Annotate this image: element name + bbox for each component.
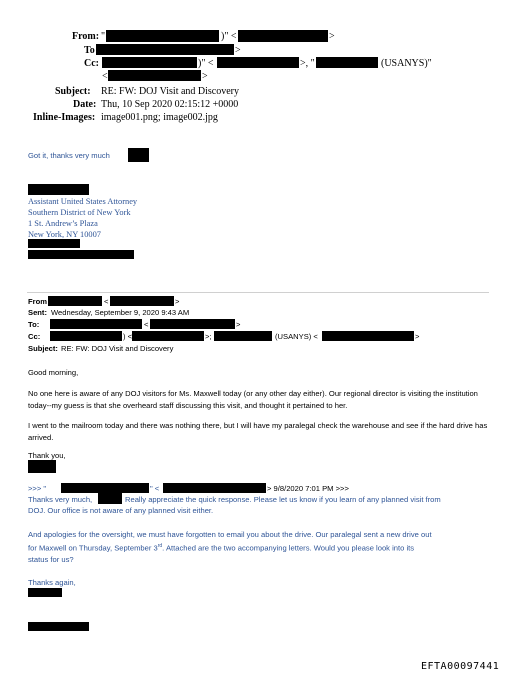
older-timestamp: > 9/8/2020 7:01 PM >>> bbox=[267, 484, 349, 493]
cc-office: (USANYS)" bbox=[381, 58, 432, 69]
redaction bbox=[28, 622, 89, 631]
quoted-subject-label: Subject: bbox=[28, 344, 58, 353]
subject-label: Subject: bbox=[55, 86, 91, 97]
quote-mark: " bbox=[101, 31, 106, 42]
redaction bbox=[28, 588, 62, 597]
bracket: < bbox=[102, 71, 108, 82]
bracket: < bbox=[144, 320, 149, 329]
redaction bbox=[96, 44, 234, 55]
redaction bbox=[98, 493, 122, 504]
older-line: Really appreciate the quick response. Please let us know if you learn of any planned visit from bbox=[125, 495, 441, 504]
older-line: status for us? bbox=[28, 555, 74, 564]
separator: >, " bbox=[300, 58, 315, 69]
ordinal-suffix: rd bbox=[157, 543, 163, 549]
redaction bbox=[50, 319, 142, 329]
bracket: < bbox=[104, 297, 109, 306]
bates-number: EFTA00097441 bbox=[421, 661, 500, 672]
older-line: DOJ. Our office is not aware of any planned visit either. bbox=[28, 506, 214, 515]
sign-off: Thank you, bbox=[28, 451, 66, 460]
redaction bbox=[48, 296, 102, 306]
redaction bbox=[50, 331, 122, 341]
redaction bbox=[28, 184, 89, 195]
subject-value: RE: FW: DOJ Visit and Discovery bbox=[101, 86, 240, 97]
older-line: And apologies for the oversight, we must have forgotten to email you about the drive. Our paralegal sent a new drive out bbox=[28, 530, 432, 539]
redaction bbox=[316, 57, 378, 68]
divider bbox=[27, 292, 489, 293]
redaction bbox=[28, 250, 134, 259]
quoted-cc-label: Cc: bbox=[28, 332, 41, 341]
bracket: > bbox=[415, 332, 420, 341]
body-paragraph: I went to the mailroom today and there was nothing there, but I will have my paralegal check the warehouse and see if the hard drive has arrived. bbox=[28, 421, 488, 442]
sig-address-2: New York, NY 10007 bbox=[28, 230, 101, 239]
redaction bbox=[61, 483, 149, 493]
redaction bbox=[102, 57, 197, 68]
redaction bbox=[28, 239, 80, 248]
redaction bbox=[28, 460, 56, 473]
redaction bbox=[132, 331, 204, 341]
quoted-cc-office: (USANYS) < bbox=[275, 332, 318, 341]
bracket: " < bbox=[150, 484, 160, 493]
from-label: From: bbox=[72, 31, 100, 42]
bracket: > bbox=[175, 297, 180, 306]
older-line: Thanks very much, bbox=[28, 495, 93, 504]
quoted-sent-value: Wednesday, September 9, 2020 9:43 AM bbox=[51, 308, 190, 317]
quoted-subject-value: RE: FW: DOJ Visit and Discovery bbox=[61, 344, 174, 353]
quoted-to-label: To: bbox=[28, 320, 40, 329]
date-label: Date: bbox=[73, 99, 97, 110]
redaction bbox=[110, 296, 174, 306]
redaction bbox=[322, 331, 414, 341]
bracket: > bbox=[236, 320, 241, 329]
redaction bbox=[238, 30, 328, 42]
older-text: for Maxwell on Thursday, September 3 bbox=[28, 543, 158, 553]
bracket: > bbox=[235, 45, 241, 56]
quoted-sent-label: Sent: bbox=[28, 308, 47, 317]
older-text: . Attached are the two accompanying letters. Would you please look into its bbox=[162, 543, 415, 553]
sig-title: Assistant United States Attorney bbox=[28, 197, 138, 206]
body-paragraph: No one here is aware of any DOJ visitors for Ms. Maxwell today (or any other day either). Our regional director is visiting the institution today--my guess is that she overheard staff discussing this visit, and thought it pertained to her. bbox=[28, 389, 478, 410]
redaction bbox=[128, 148, 149, 162]
older-prefix: >>> " bbox=[28, 484, 47, 493]
quoted-from-label: From bbox=[28, 297, 47, 306]
redaction bbox=[163, 483, 266, 493]
sig-address-1: 1 St. Andrew’s Plaza bbox=[28, 219, 98, 228]
redaction bbox=[106, 30, 219, 42]
redaction bbox=[150, 319, 235, 329]
cc-label: Cc: bbox=[84, 58, 99, 69]
inline-images-value: image001.png; image002.jpg bbox=[101, 112, 218, 123]
separator: >; bbox=[205, 332, 212, 341]
inline-images-label: Inline-Images: bbox=[33, 112, 96, 123]
redaction bbox=[214, 331, 272, 341]
sig-office: Southern District of New York bbox=[28, 208, 131, 217]
reply-text: Got it, thanks very much bbox=[28, 151, 110, 160]
greeting: Good morning, bbox=[28, 368, 79, 377]
bracket: )" < bbox=[198, 58, 214, 69]
bracket: > bbox=[202, 71, 208, 82]
older-closing: Thanks again, bbox=[28, 578, 76, 587]
date-value: Thu, 10 Sep 2020 02:15:12 +0000 bbox=[101, 99, 239, 110]
redaction bbox=[108, 70, 201, 81]
to-label: To bbox=[84, 45, 95, 56]
bracket: > bbox=[329, 31, 335, 42]
older-line bbox=[28, 543, 414, 553]
bracket: )" < bbox=[221, 31, 237, 42]
bracket: ) < bbox=[123, 332, 133, 341]
redaction bbox=[217, 57, 299, 68]
